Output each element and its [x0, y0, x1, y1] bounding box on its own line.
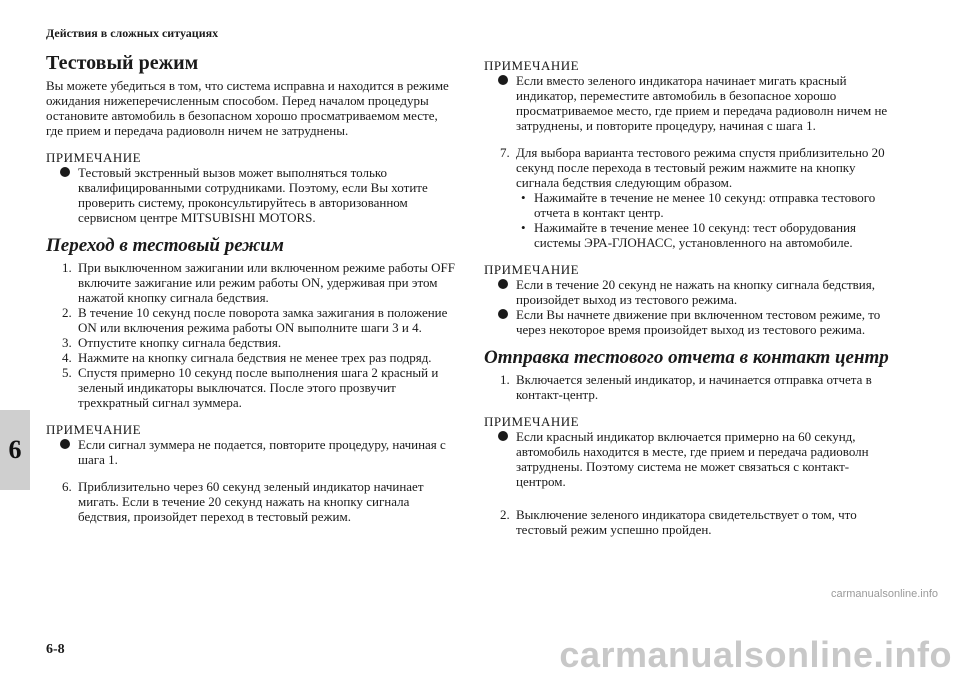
chapter-number: 6 — [8, 435, 22, 464]
note-item — [46, 165, 458, 225]
step-item — [46, 305, 458, 335]
step-number: 2. — [500, 507, 510, 522]
sub-bullet-list — [516, 190, 898, 250]
step-item — [46, 479, 458, 524]
dot-icon: • — [521, 190, 526, 205]
step-number: 1. — [62, 260, 72, 275]
note-text: Если сигнал зуммера не подается, повторите процедуру, начиная с шага 1. — [78, 437, 446, 467]
chapter-tab — [0, 410, 30, 490]
bullet-icon — [60, 167, 70, 177]
step-text: Выключение зеленого индикатора свидетельствует о том, что тестовый режим успешно пройден. — [516, 507, 857, 537]
step-number: 3. — [62, 335, 72, 350]
note-item — [484, 307, 898, 337]
subsection-title: Отправка тестового отчета в контакт центр — [484, 347, 889, 368]
step-item — [484, 145, 898, 250]
bullet-icon — [498, 431, 508, 441]
note-label: ПРИМЕЧАНИЕ — [484, 414, 580, 429]
step-text: Отпустите кнопку сигнала бедствия. — [78, 335, 282, 350]
step-text: Нажмите на кнопку сигнала бедствия не менее трех раз подряд. — [78, 350, 432, 365]
note-item — [484, 429, 898, 489]
step-text: Спустя примерно 10 секунд после выполнения шага 2 красный и зеленый индикаторы выключатся. После этого прозвучит трехкратный сигнал зуммера. — [78, 365, 439, 410]
right-column — [484, 52, 898, 537]
bullet-icon — [498, 75, 508, 85]
step-number: 6. — [62, 479, 72, 494]
watermark: carmanualsonline.info — [559, 634, 952, 675]
page-number: 6-8 — [46, 642, 65, 657]
note-item — [484, 73, 898, 133]
note-label: ПРИМЕЧАНИЕ — [484, 262, 580, 277]
step-number: 2. — [62, 305, 72, 320]
note-text: Тестовый экстренный вызов может выполняться только квалифицированными сотрудниками. Поэтому, если Вы хотите проверить систему, проконсультируйтесь в авторизованном сервисном центре MITSUBISHI MOTORS. — [78, 165, 428, 225]
step-number: 1. — [500, 372, 510, 387]
note-text: Если красный индикатор включается примерно на 60 секунд, автомобиль находится в месте, где прием и передача радиоволн затруднены. Поэтому система не может связаться с контакт-центром. — [516, 429, 869, 489]
step-text: Для выбора варианта тестового режима спустя приблизительно 20 секунд после перехода в тестовый режим нажмите на кнопку сигнала бедствия следующим образом. — [516, 145, 885, 190]
bullet-icon — [498, 279, 508, 289]
step-item — [484, 372, 898, 402]
sub-bullet-item — [516, 190, 898, 220]
sub-bullet-text: Нажимайте в течение менее 10 секунд: тест оборудования системы ЭРА-ГЛОНАСС, установленного на автомобиле. — [534, 220, 857, 250]
step-text: Включается зеленый индикатор, и начинается отправка отчета в контакт-центр. — [516, 372, 872, 402]
note-label: ПРИМЕЧАНИЕ — [484, 58, 580, 73]
step-text: При выключенном зажигании или включенном режиме работы OFF включите зажигание или режим работы ON, удерживая при этом нажатой кнопку сигнала бедствия. — [78, 260, 455, 305]
bullet-icon — [60, 439, 70, 449]
dot-icon: • — [521, 220, 526, 235]
section-title: Тестовый режим — [46, 52, 199, 74]
note-label: ПРИМЕЧАНИЕ — [46, 150, 142, 165]
watermark-small: carmanualsonline.info — [830, 588, 938, 600]
note-text: Если Вы начнете движение при включенном тестовом режиме, то через некоторое время произойдет выход из тестового режима. — [516, 307, 881, 337]
note-label: ПРИМЕЧАНИЕ — [46, 422, 142, 437]
subsection-title: Переход в тестовый режим — [46, 235, 284, 256]
intro-paragraph: Вы можете убедиться в том, что система исправна и находится в режиме ожидания нижеперечисленным способом. Перед началом процедуры остановите автомобиль в безопасном хорошо просматриваемом месте, где прием и передача радиоволн ничем не затруднены. — [46, 78, 449, 138]
sub-bullet-text: Нажимайте в течение не менее 10 секунд: отправка тестового отчета в контакт центр. — [534, 190, 876, 220]
step-item — [46, 335, 458, 350]
step-number: 4. — [62, 350, 72, 365]
left-column — [46, 52, 458, 524]
steps-list — [46, 260, 458, 410]
running-header: Действия в сложных ситуациях — [46, 26, 219, 40]
bullet-icon — [498, 309, 508, 319]
step-text: Приблизительно через 60 секунд зеленый индикатор начинает мигать. Если в течение 20 секунд нажать на кнопку сигнала бедствия, произойдет переход в тестовый режим. — [78, 479, 424, 524]
step-item — [484, 507, 898, 537]
note-item — [484, 277, 898, 307]
sub-bullet-item — [516, 220, 898, 250]
note-text: Если в течение 20 секунд не нажать на кнопку сигнала бедствия, произойдет выход из тестового режима. — [516, 277, 875, 307]
step-item — [46, 350, 458, 365]
note-item — [46, 437, 458, 467]
step-item — [46, 365, 458, 410]
step-number: 5. — [62, 365, 72, 380]
note-text: Если вместо зеленого индикатора начинает мигать красный индикатор, переместите автомобиль в безопасное хорошо просматриваемое место, где прием и передача радиоволн ничем не затруднены, и повторите процедуру, начиная с шага 1. — [516, 73, 888, 133]
step-text: В течение 10 секунд после поворота замка зажигания в положение ON или включения режима работы ON выполните шаги 3 и 4. — [78, 305, 448, 335]
step-number: 7. — [500, 145, 510, 160]
step-item — [46, 260, 458, 305]
